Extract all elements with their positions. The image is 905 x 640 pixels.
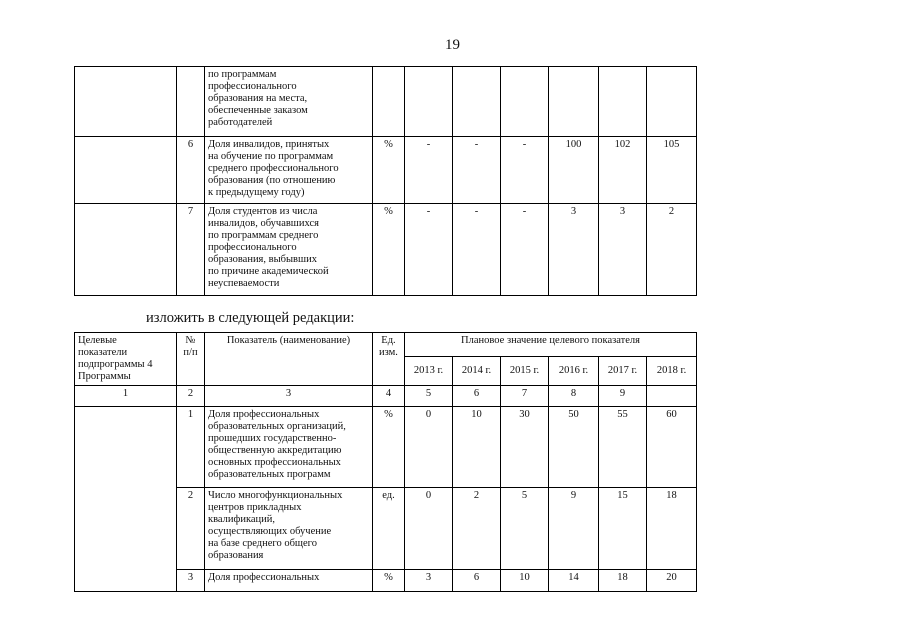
value-cell: 18 [647,488,697,570]
unit-cell: % [373,204,405,296]
value-cell: 50 [549,407,599,488]
value-cell: 20 [647,570,697,592]
year-header: 2017 г. [599,357,647,386]
row-number: 3 [177,570,205,592]
value-cell: - [405,137,453,204]
indicator-name: Доля профессиональных образовательных организаций, прошедших государственно- общественную аккредитацию основных профессиональных образовательных программ [205,407,373,488]
unit-cell: % [373,570,405,592]
section-heading: изложить в следующей редакции: [146,310,355,326]
value-cell [453,67,501,137]
value-cell: 102 [599,137,647,204]
value-cell: 10 [453,407,501,488]
goal-cell [75,137,177,204]
table-row [75,407,697,488]
value-cell: 18 [599,570,647,592]
goal-cell [75,67,177,137]
value-cell: 55 [599,407,647,488]
row-number: 2 [177,488,205,570]
value-cell: 9 [549,488,599,570]
value-cell: 3 [599,204,647,296]
value-cell [549,67,599,137]
value-cell: 3 [405,570,453,592]
table-row [75,204,697,296]
value-cell: 14 [549,570,599,592]
row-number: 7 [177,204,205,296]
value-cell: 15 [599,488,647,570]
value-cell: - [453,204,501,296]
value-cell: 105 [647,137,697,204]
goal-cell [75,407,177,592]
year-header: 2013 г. [405,357,453,386]
year-header: 2015 г. [501,357,549,386]
indicator-name: Число многофункциональных центров прикладных квалификаций, осуществляющих обучение на базе среднего общего образования [205,488,373,570]
column-number-row [75,386,697,407]
page-number: 19 [445,37,460,53]
number-header: № п/п [177,333,205,386]
value-cell: 2 [453,488,501,570]
column-number: 5 [405,386,453,407]
indicator-name: Доля инвалидов, принятых на обучение по программам среднего профессионального образования (по отношению к предыдущему году) [205,137,373,204]
value-cell: 2 [647,204,697,296]
value-cell: 0 [405,488,453,570]
year-header: 2018 г. [647,357,697,386]
column-number: 2 [177,386,205,407]
header-row [75,333,697,357]
value-cell: - [453,137,501,204]
value-cell: 0 [405,407,453,488]
table-row [75,67,697,137]
value-cell: - [501,204,549,296]
value-cell: 3 [549,204,599,296]
value-cell: 30 [501,407,549,488]
row-number: 6 [177,137,205,204]
value-cell: 60 [647,407,697,488]
year-header: 2014 г. [453,357,501,386]
indicator-name: Доля профессиональных [205,570,373,592]
unit-cell: % [373,407,405,488]
unit-cell: ед. [373,488,405,570]
unit-header: Ед. изм. [373,333,405,386]
value-cell: - [501,137,549,204]
column-number: 9 [599,386,647,407]
goal-cell [75,204,177,296]
table-row [75,137,697,204]
indicators-table-bottom [74,332,697,592]
column-number: 7 [501,386,549,407]
plan-header: Плановое значение целевого показателя [405,333,697,357]
column-number: 1 [75,386,177,407]
indicators-table-top [74,66,697,296]
value-cell [599,67,647,137]
value-cell: 6 [453,570,501,592]
indicator-name: Доля студентов из числа инвалидов, обучавшихся по программам среднего профессионального образования, выбывших по причине академической неуспеваемости [205,204,373,296]
unit-cell [373,67,405,137]
row-number: 1 [177,407,205,488]
value-cell [647,67,697,137]
column-number [647,386,697,407]
value-cell [501,67,549,137]
value-cell: 5 [501,488,549,570]
value-cell: - [405,204,453,296]
year-header: 2016 г. [549,357,599,386]
row-number [177,67,205,137]
value-cell [405,67,453,137]
unit-cell: % [373,137,405,204]
indicator-name: по программам профессионального образования на места, обеспеченные заказом работодателей [205,67,373,137]
column-number: 4 [373,386,405,407]
column-number: 8 [549,386,599,407]
value-cell: 10 [501,570,549,592]
goal-label: Целевые показатели подпрограммы 4 Программы [75,333,177,386]
name-header: Показатель (наименование) [205,333,373,386]
value-cell: 100 [549,137,599,204]
column-number: 3 [205,386,373,407]
column-number: 6 [453,386,501,407]
